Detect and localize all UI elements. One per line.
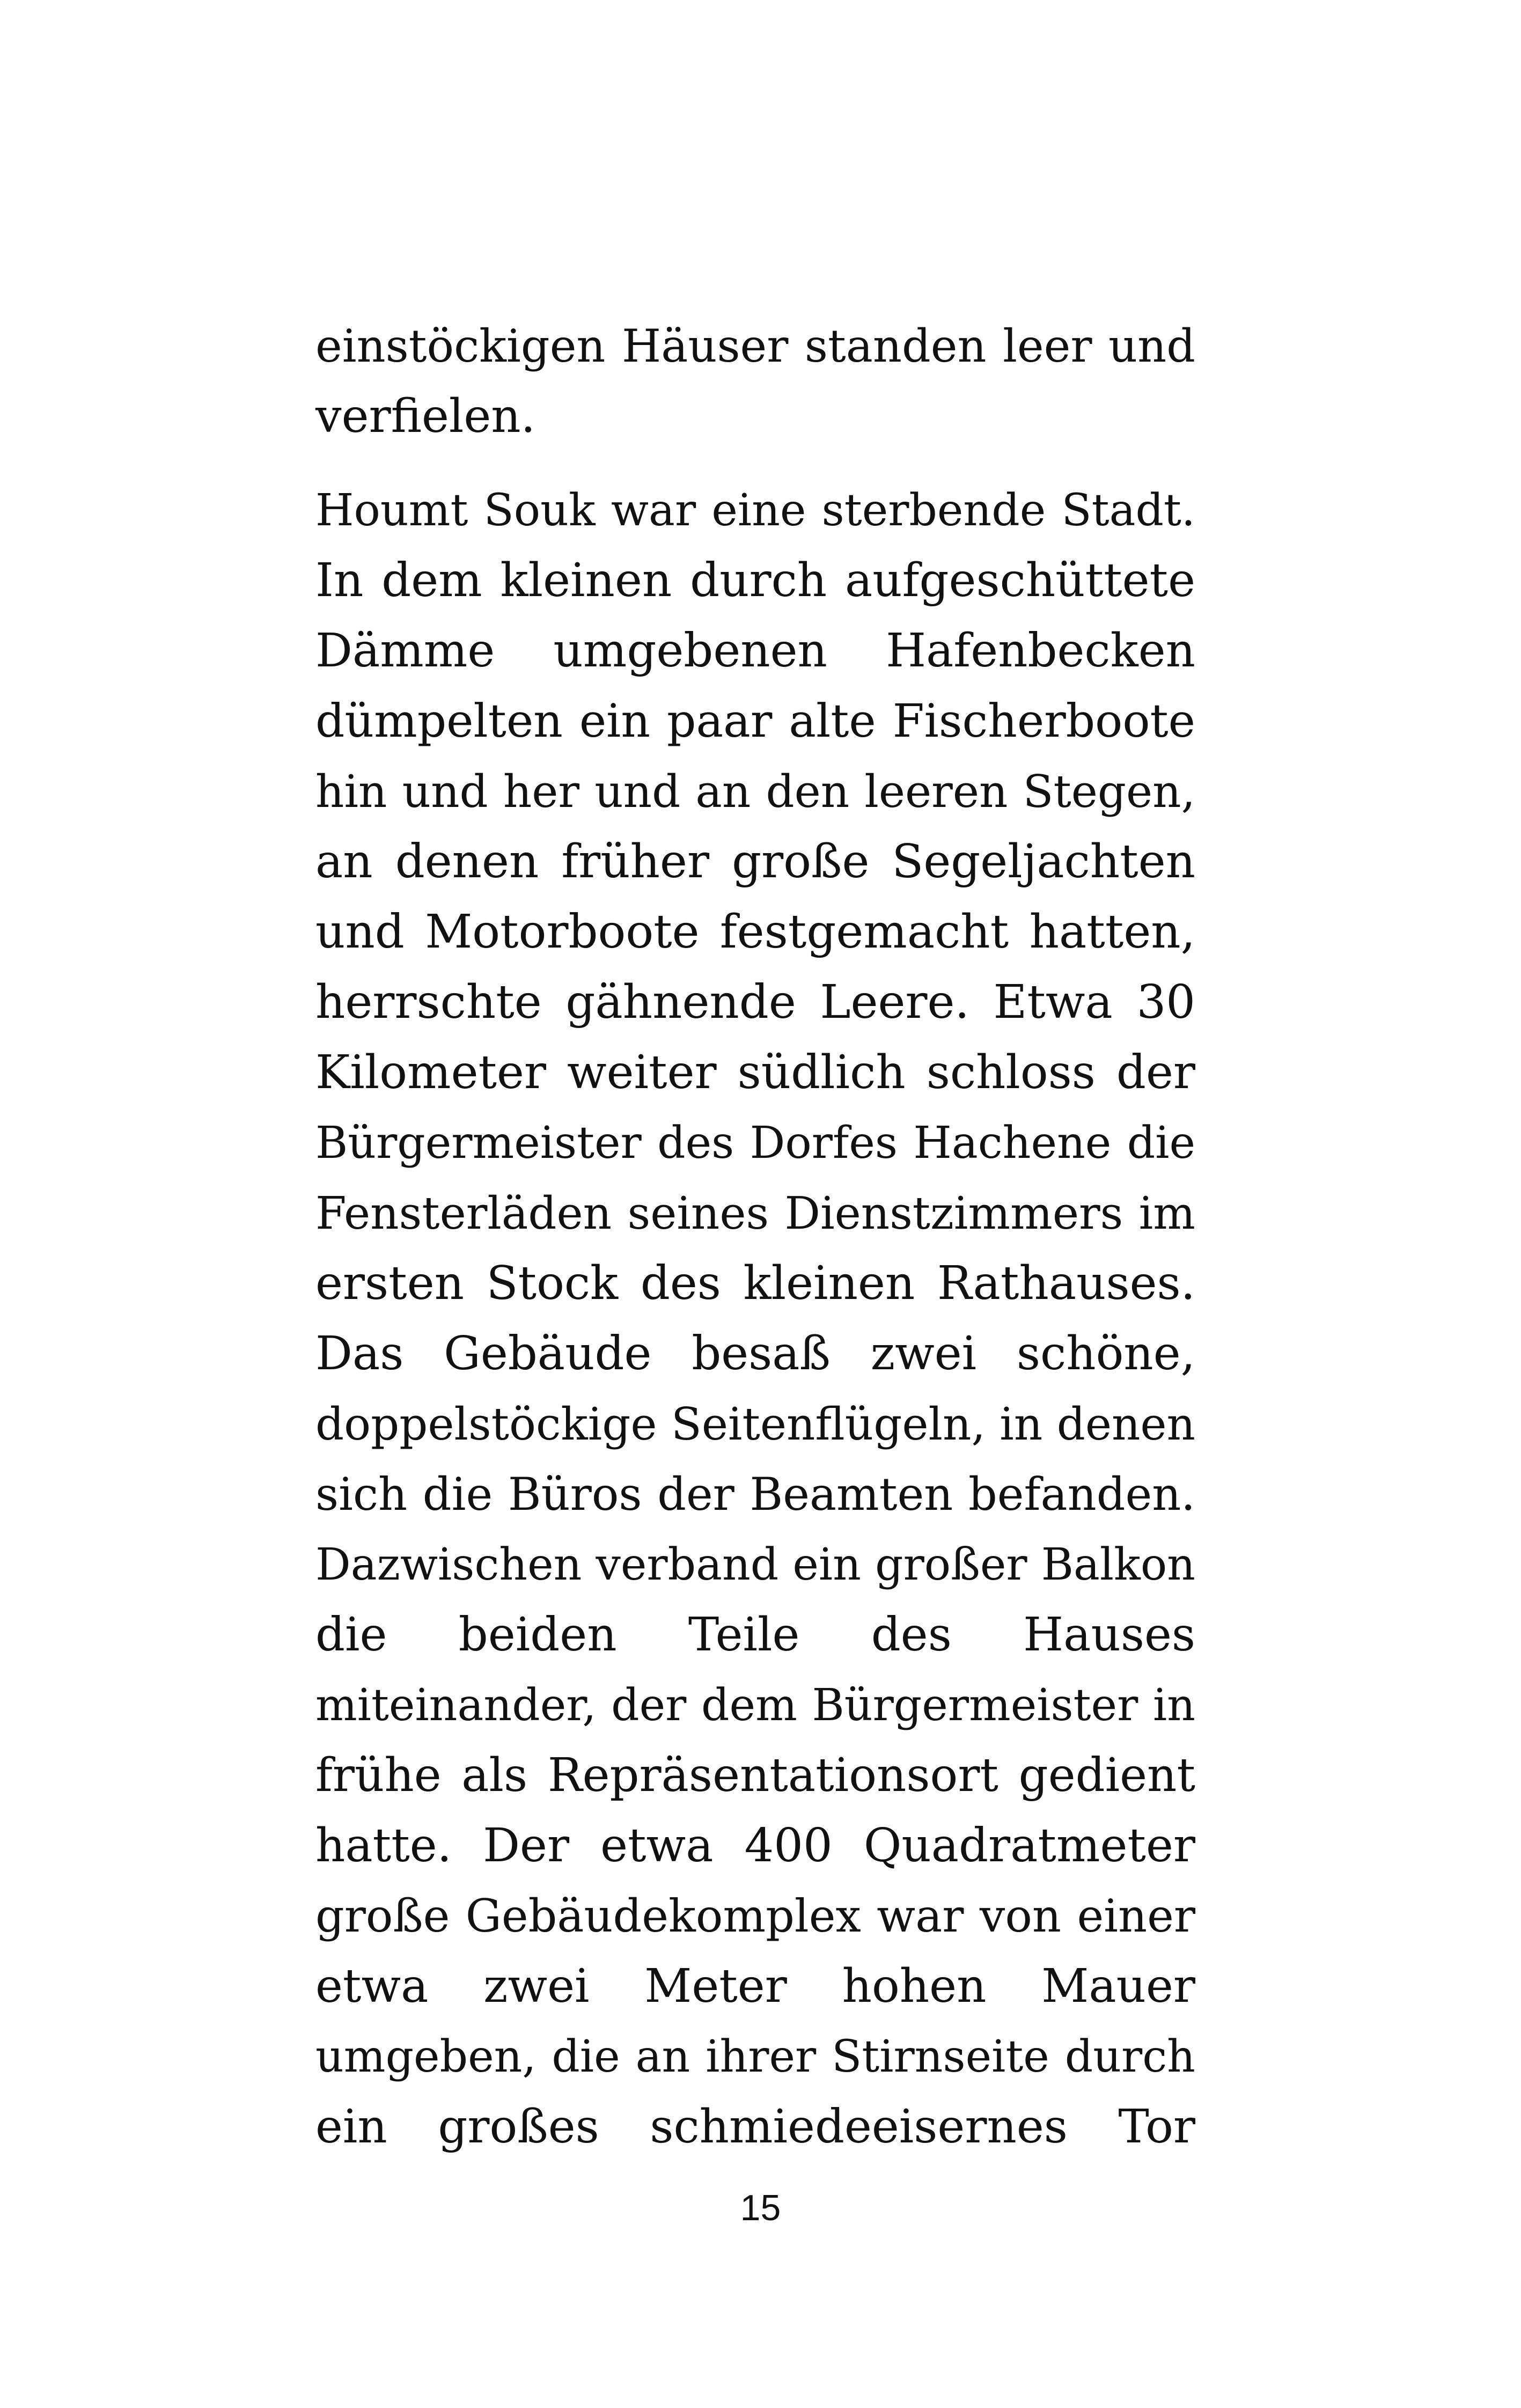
text-line: ein großes schmiedeeisernes Tor <box>315 2100 1195 2154</box>
text-line: frühe als Repräsentationsort gedient <box>315 1749 1195 1802</box>
text-line: doppelstöckige Seitenflügeln, in denen <box>315 1398 1195 1450</box>
text-line: In dem kleinen durch aufgeschüttete <box>315 554 1195 607</box>
text-line: Fensterläden seines Dienstzimmers im <box>315 1187 1195 1239</box>
text-line: sich die Büros der Beamten befanden. <box>315 1468 1195 1521</box>
text-line: Houmt Souk war eine sterbende Stadt. <box>315 485 1195 536</box>
page-number: 15 <box>740 2187 781 2228</box>
text-line: große Gebäudekomplex war von einer <box>315 1890 1195 1942</box>
text-line: hatte. Der etwa 400 Quadratmeter <box>315 1819 1195 1873</box>
text-line: miteinander, der dem Bürgermeister in <box>315 1680 1195 1731</box>
text-line: dümpelten ein paar alte Fischerboote <box>315 695 1195 748</box>
text-line: Dazwischen verband ein großer Balkon <box>315 1539 1195 1590</box>
text-line: verfielen. <box>315 390 535 443</box>
text-line: und Motorboote festgemacht hatten, <box>315 905 1195 959</box>
body-text <box>315 311 1195 2162</box>
text-line: Das Gebäude besaß zwei schöne, <box>315 1327 1195 1381</box>
paragraph-2 <box>315 475 1195 2162</box>
text-line: die beiden Teile des Hauses <box>315 1608 1195 1662</box>
text-line: herrschte gähnende Leere. Etwa 30 <box>315 975 1195 1029</box>
text-line: an denen früher große Segeljachten <box>315 835 1195 889</box>
text-line: Bürgermeister des Dorfes Hachene die <box>315 1118 1195 1169</box>
paragraph-1 <box>315 311 1195 452</box>
text-line: Kilometer weiter südlich schloss der <box>315 1046 1195 1099</box>
text-line: umgeben, die an ihrer Stirnseite durch <box>315 2031 1195 2082</box>
text-line: einstöckigen Häuser standen leer und <box>315 320 1195 372</box>
text-line: ersten Stock des kleinen Rathauses. <box>315 1257 1195 1310</box>
text-line: etwa zwei Meter hohen Mauer <box>315 1959 1195 2013</box>
text-line: hin und her und an den leeren Stegen, <box>315 766 1195 818</box>
text-line: Dämme umgebenen Hafenbecken <box>315 624 1195 678</box>
